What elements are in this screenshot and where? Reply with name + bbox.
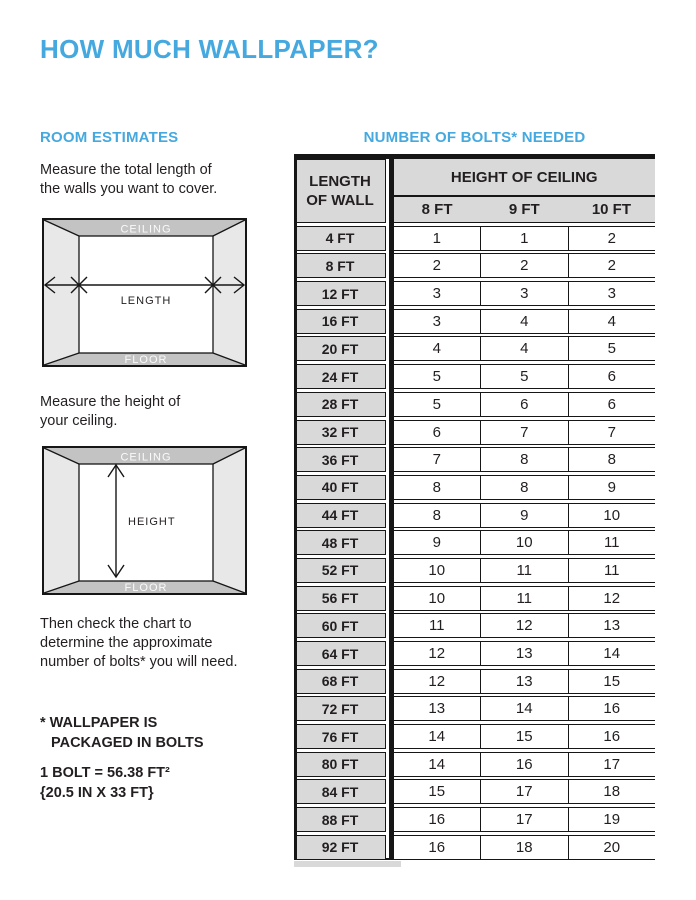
row-data (394, 253, 656, 278)
row-label: 36 FT (294, 447, 386, 472)
row-value: 10 (480, 531, 568, 554)
row-label: 92 FT (294, 835, 386, 860)
row-value: 10 (428, 561, 446, 579)
row-data (394, 447, 656, 472)
row-data (394, 364, 656, 389)
row-value: 2 (568, 254, 656, 277)
table-rows (294, 226, 655, 860)
instruction-height (40, 393, 180, 431)
table-row (294, 420, 655, 445)
ceiling-column-headers (394, 197, 656, 223)
row-value: 5 (432, 368, 441, 386)
table-row (294, 586, 655, 611)
row-value: 5 (480, 365, 568, 388)
table-divider (389, 154, 394, 860)
text-line: LENGTH (309, 172, 371, 190)
row-value: 11 (480, 559, 568, 582)
text-line: PACKAGED IN BOLTS (51, 735, 204, 751)
row-value: 9 (432, 534, 441, 552)
row-value: 13 (428, 700, 446, 718)
right-wall-surface (213, 448, 245, 593)
row-label: 16 FT (294, 309, 386, 334)
row-label: 52 FT (294, 558, 386, 583)
room-estimates-heading: ROOM ESTIMATES (40, 129, 179, 146)
row-data (394, 779, 656, 804)
row-value: 2 (480, 254, 568, 277)
row-value: 10 (428, 589, 446, 607)
table-row (294, 752, 655, 777)
row-label: 12 FT (294, 281, 386, 306)
row-data (394, 392, 656, 417)
table-row (294, 613, 655, 638)
row-value: 11 (428, 617, 445, 635)
col-header-8ft: 8 FT (421, 200, 453, 218)
row-value: 3 (432, 285, 441, 303)
row-value: 17 (568, 753, 656, 776)
table-row (294, 447, 655, 472)
row-label: 28 FT (294, 392, 386, 417)
row-data (394, 309, 656, 334)
row-value: 7 (480, 421, 568, 444)
instruction-chart (40, 615, 237, 672)
row-label: 40 FT (294, 475, 386, 500)
row-value: 20 (568, 836, 656, 859)
row-value: 13 (480, 642, 568, 665)
row-value: 16 (568, 725, 656, 748)
row-value: 14 (568, 642, 656, 665)
table-row (294, 253, 655, 278)
row-value: 18 (480, 836, 568, 859)
row-value: 12 (568, 587, 656, 610)
row-value: 16 (480, 753, 568, 776)
row-value: 9 (480, 504, 568, 527)
row-value: 8 (480, 448, 568, 471)
row-label: 32 FT (294, 420, 386, 445)
text-line: {20.5 IN X 33 FT} (40, 785, 154, 801)
row-value: 1 (480, 227, 568, 250)
row-value: 11 (568, 559, 656, 582)
row-value: 11 (480, 587, 568, 610)
row-label: 24 FT (294, 364, 386, 389)
table-row (294, 309, 655, 334)
row-value: 12 (428, 672, 446, 690)
row-label: 56 FT (294, 586, 386, 611)
row-label: 64 FT (294, 641, 386, 666)
row-label: 60 FT (294, 613, 386, 638)
row-value: 7 (432, 451, 441, 469)
row-value: 3 (568, 282, 656, 305)
row-label: 4 FT (294, 226, 386, 251)
length-label: LENGTH (120, 295, 172, 307)
row-label: 72 FT (294, 696, 386, 721)
row-value: 1 (432, 229, 441, 247)
row-label: 84 FT (294, 779, 386, 804)
row-value: 2 (432, 257, 441, 275)
ceiling-label: CEILING (120, 451, 172, 464)
row-value: 14 (428, 728, 446, 746)
row-value: 7 (568, 421, 656, 444)
row-value: 3 (432, 312, 441, 330)
row-label: 8 FT (294, 253, 386, 278)
row-value: 14 (480, 697, 568, 720)
row-data (394, 226, 656, 251)
table-row (294, 669, 655, 694)
row-value: 15 (480, 725, 568, 748)
row-value: 17 (480, 780, 568, 803)
table-row (294, 724, 655, 749)
row-label: 68 FT (294, 669, 386, 694)
wallpaper-footnote (40, 713, 204, 753)
row-data (394, 530, 656, 555)
row-value: 16 (428, 838, 446, 856)
row-label: 76 FT (294, 724, 386, 749)
text-line: Measure the height of (40, 394, 181, 410)
table-row (294, 364, 655, 389)
row-value: 4 (432, 340, 441, 358)
row-value: 4 (480, 337, 568, 360)
text-line: * WALLPAPER IS (40, 715, 158, 731)
right-wall-surface (213, 220, 245, 365)
row-value: 4 (480, 310, 568, 333)
row-data (394, 641, 656, 666)
room-length-diagram (42, 218, 247, 367)
row-value: 4 (568, 310, 656, 333)
table-row (294, 530, 655, 555)
row-data (394, 807, 656, 832)
text-line: Then check the chart to (40, 616, 192, 632)
table-row (294, 558, 655, 583)
table-header (294, 159, 655, 223)
text-line: the walls you want to cover. (40, 181, 218, 197)
bolts-needed-heading: NUMBER OF BOLTS* NEEDED (363, 129, 586, 146)
height-of-ceiling-header: HEIGHT OF CEILING (394, 159, 656, 197)
row-value: 18 (568, 780, 656, 803)
row-value: 8 (568, 448, 656, 471)
row-value: 6 (432, 423, 441, 441)
table-row (294, 392, 655, 417)
row-value: 15 (568, 670, 656, 693)
row-value: 8 (432, 506, 441, 524)
row-value: 6 (568, 393, 656, 416)
table-left-border (294, 154, 297, 860)
table-row (294, 779, 655, 804)
left-wall-surface (44, 448, 79, 593)
ceiling-header-block (394, 159, 656, 223)
row-data (394, 420, 656, 445)
row-data (394, 752, 656, 777)
left-wall-surface (44, 220, 79, 365)
text-line: determine the approximate (40, 635, 213, 651)
row-value: 10 (568, 504, 656, 527)
row-label: 20 FT (294, 336, 386, 361)
text-line: 1 BOLT = 56.38 FT² (40, 765, 170, 781)
row-value: 2 (568, 227, 656, 250)
row-data (394, 558, 656, 583)
page-title: HOW MUCH WALLPAPER? (40, 34, 379, 64)
row-value: 16 (568, 697, 656, 720)
row-value: 12 (428, 645, 446, 662)
row-data (394, 336, 656, 361)
length-of-wall-header (294, 159, 386, 223)
row-label: 88 FT (294, 807, 386, 832)
row-value: 16 (428, 811, 446, 829)
row-data (394, 613, 656, 638)
row-value: 19 (568, 808, 656, 831)
row-value: 8 (480, 476, 568, 499)
col-header-10ft: 10 FT (591, 200, 632, 218)
row-value: 14 (428, 755, 446, 773)
row-value: 17 (480, 808, 568, 831)
table-row (294, 503, 655, 528)
row-label: 48 FT (294, 530, 386, 555)
floor-label: FLOOR (124, 354, 168, 366)
row-data (394, 724, 656, 749)
row-data (394, 503, 656, 528)
row-value: 5 (432, 395, 441, 413)
text-line: number of bolts* you will need. (40, 654, 238, 670)
text-line: your ceiling. (40, 413, 118, 429)
row-value: 3 (480, 282, 568, 305)
row-data (394, 586, 656, 611)
row-data (394, 835, 656, 860)
table-row (294, 336, 655, 361)
row-data (394, 669, 656, 694)
row-value: 12 (480, 614, 568, 637)
bolts-table (294, 154, 655, 867)
room-height-diagram (42, 446, 247, 595)
text-line: Measure the total length of (40, 162, 212, 178)
row-value: 6 (568, 365, 656, 388)
row-value: 6 (480, 393, 568, 416)
col-header-9ft: 9 FT (508, 200, 540, 218)
row-data (394, 696, 656, 721)
table-row (294, 641, 655, 666)
row-label: 44 FT (294, 503, 386, 528)
table-row (294, 835, 655, 860)
row-value: 11 (568, 531, 656, 554)
row-data (394, 281, 656, 306)
row-label: 80 FT (294, 752, 386, 777)
row-data (394, 475, 656, 500)
table-row (294, 807, 655, 832)
instruction-length (40, 161, 217, 199)
row-value: 9 (568, 476, 656, 499)
row-value: 8 (432, 478, 441, 496)
text-line: OF WALL (306, 191, 374, 209)
row-value: 13 (480, 670, 568, 693)
floor-label: FLOOR (124, 582, 168, 594)
row-value: 5 (568, 337, 656, 360)
table-row (294, 475, 655, 500)
ceiling-label: CEILING (120, 223, 172, 236)
row-value: 13 (568, 614, 656, 637)
bolt-size-note (40, 763, 170, 803)
table-row (294, 281, 655, 306)
table-shadow (294, 861, 401, 867)
table-row (294, 226, 655, 251)
height-label: HEIGHT (128, 516, 176, 528)
row-value: 15 (428, 783, 446, 801)
table-row (294, 696, 655, 721)
